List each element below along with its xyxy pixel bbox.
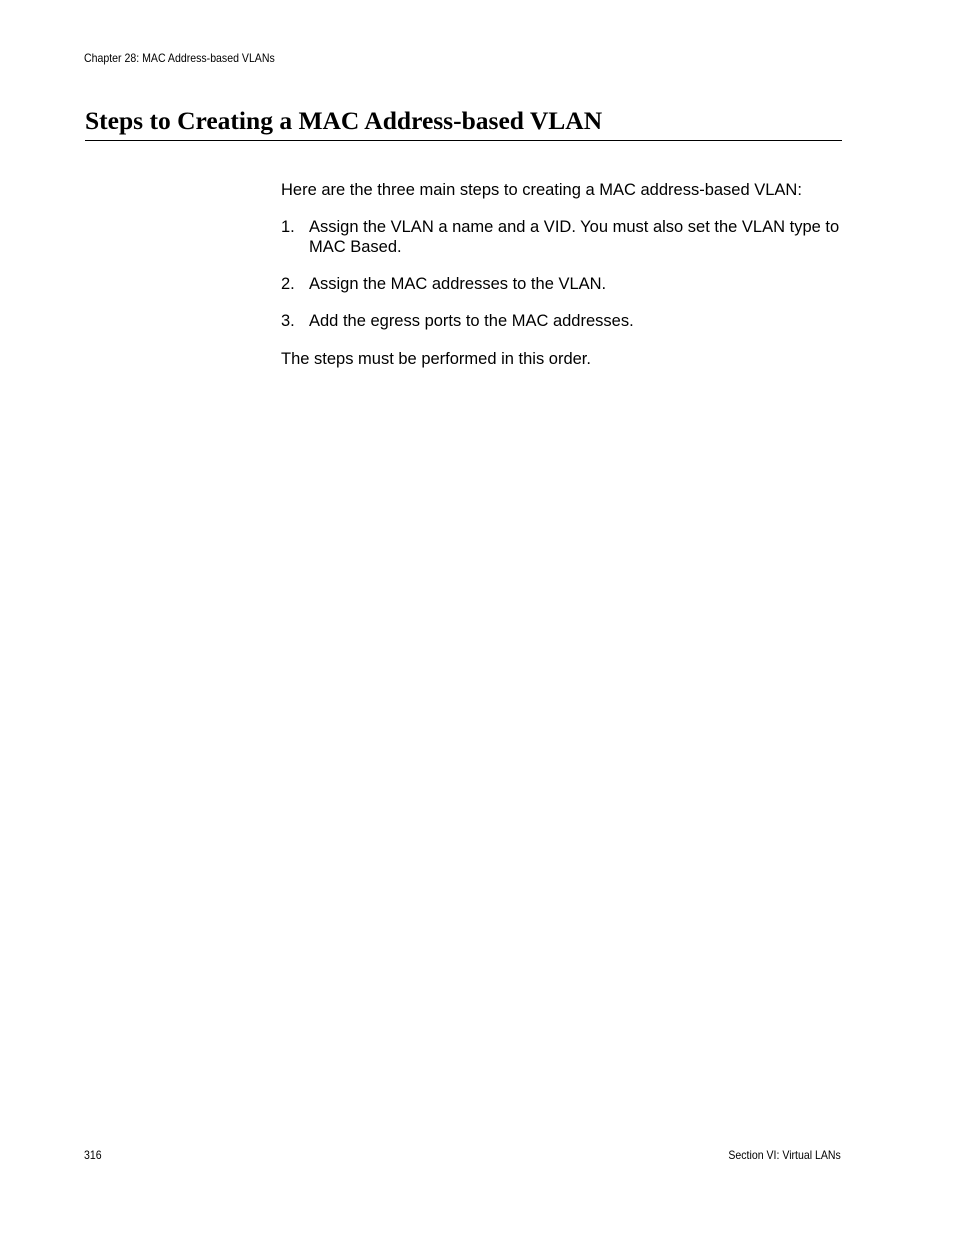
step-number: 1.: [281, 218, 295, 236]
step-number: 2.: [281, 275, 295, 293]
page-number: 316: [84, 1148, 102, 1162]
section-title: Steps to Creating a MAC Address-based VLAN: [85, 106, 603, 135]
step-text: Add the egress ports to the MAC addresses.: [309, 312, 634, 330]
closing-paragraph: The steps must be performed in this order.: [281, 350, 591, 368]
title-divider: [85, 140, 842, 141]
step-text: Assign the MAC addresses to the VLAN.: [309, 275, 607, 293]
list-item: [281, 274, 846, 294]
list-item: [281, 311, 846, 331]
list-item: [281, 217, 846, 257]
steps-list: [281, 217, 846, 348]
footer-section-label: Section VI: Virtual LANs: [728, 1148, 841, 1162]
running-header: Chapter 28: MAC Address-based VLANs: [84, 51, 275, 65]
step-number: 3.: [281, 312, 295, 330]
intro-paragraph: Here are the three main steps to creating a MAC address-based VLAN:: [281, 181, 802, 199]
step-text: Assign the VLAN a name and a VID. You must also set the VLAN type to MAC Based.: [309, 218, 840, 256]
